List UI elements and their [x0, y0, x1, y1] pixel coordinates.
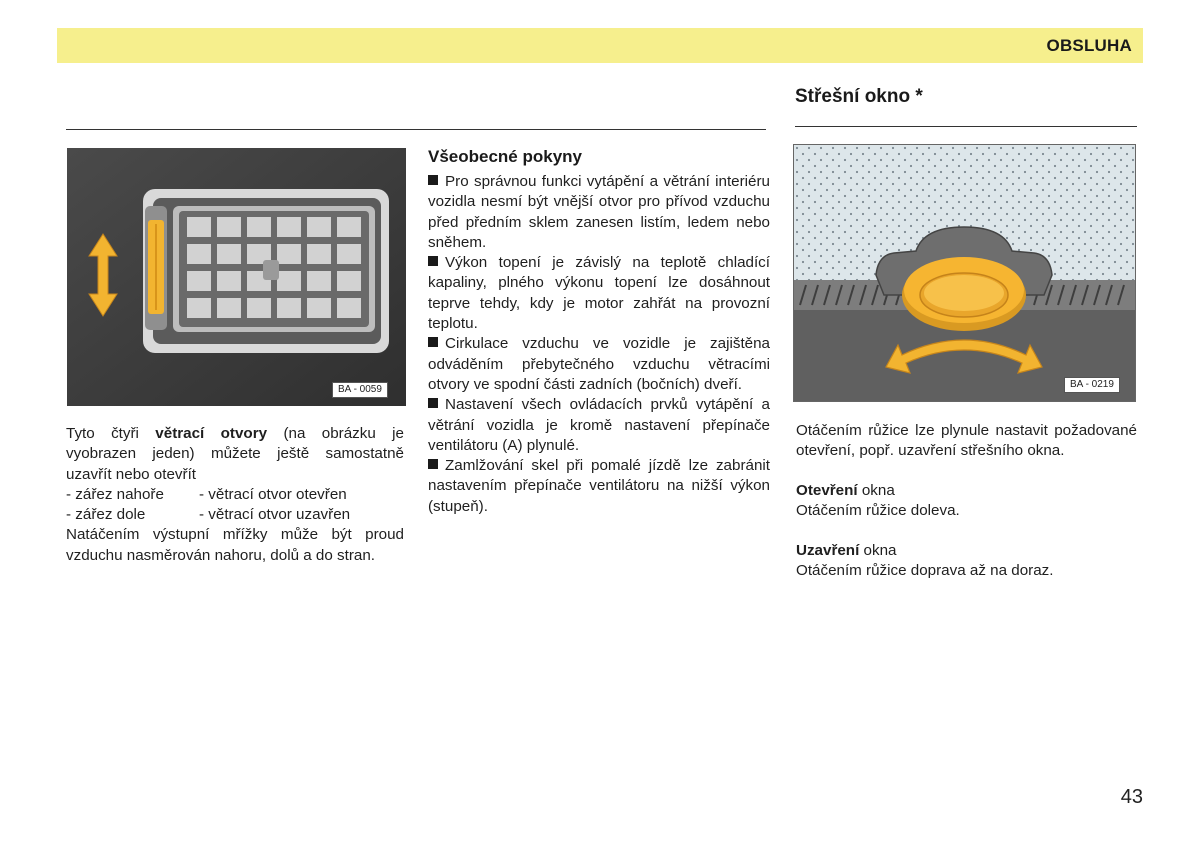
list-item	[66, 505, 404, 525]
figure-label-left: BA - 0059	[332, 382, 388, 398]
bullet-text: Nastavení všech ovládacích prvků vytápění a větrání vozidla je kromě nastavení přepínače ventilátoru (A) plynulé.	[428, 396, 770, 454]
sunroof-knob-figure	[793, 144, 1136, 402]
list-key: - zářez nahoře	[66, 485, 164, 503]
air-vent-figure	[67, 148, 406, 406]
square-bullet-icon	[428, 256, 438, 266]
air-vent-illustration	[67, 148, 406, 406]
open-text: Otáčením růžice doleva.	[796, 501, 960, 519]
general-notes-heading: Všeobecné pokyny	[428, 147, 583, 166]
right-column-text	[796, 421, 1137, 582]
sunroof-intro: Otáčením růžice lze plynule nastavit požadované otevření, popř. uzavření střešního okna.	[796, 422, 1137, 460]
list-item	[66, 485, 404, 505]
bullet-text: Výkon topení je závislý na teplotě chladící kapaliny, plného výkonu topení lze dosáhnout teprve tehdy, kdy je motor zahřát na provozní teplotu.	[428, 254, 770, 333]
right-divider-rule	[795, 126, 1137, 127]
list-key: - zářez dole	[66, 506, 146, 524]
close-bold-label: Uzavření	[796, 542, 860, 560]
outro-text: Natáčením výstupní mřížky může být proud vzduchu nasměrován nahoru, dolů a do stran.	[66, 526, 404, 564]
close-text: Otáčením růžice doprava až na doraz.	[796, 562, 1054, 580]
middle-column-text	[428, 172, 770, 517]
bullet-text: Zamlžování skel při pomalé jízdě lze zabránit nastavením přepínače ventilátoru na nižší výkon (stupeň).	[428, 457, 770, 515]
intro-text-b: (na obrázku je vyobrazen jeden) můžete ještě samostatně uzavřít nebo otevřít	[66, 425, 404, 483]
sunroof-heading: Střešní okno *	[795, 86, 923, 107]
square-bullet-icon	[428, 459, 438, 469]
close-rest-label: okna	[859, 542, 897, 560]
list-value: - větrací otvor uzavřen	[199, 506, 351, 524]
left-column-text	[66, 424, 404, 566]
intro-bold-term: větrací otvory	[155, 425, 268, 442]
bullet-item	[428, 456, 770, 517]
bullet-item	[428, 395, 770, 456]
section-title: OBSLUHA	[1046, 36, 1132, 55]
close-subheading	[796, 541, 1137, 561]
bullet-text: Cirkulace vzduchu ve vozidle je zajištěna odváděním přebytečného vzduchu větracími otvory ve spodní části zadních (bočních) dveří.	[428, 335, 770, 393]
figure-label-right: BA - 0219	[1064, 377, 1120, 393]
list-value: - větrací otvor otevřen	[199, 485, 347, 503]
page-number: 43	[1120, 786, 1143, 808]
square-bullet-icon	[428, 337, 438, 347]
sunroof-knob-illustration	[794, 145, 1135, 401]
open-subheading	[796, 481, 1137, 501]
square-bullet-icon	[428, 175, 438, 185]
bullet-text: Pro správnou funkci vytápění a větrání interiéru vozidla nesmí být vnější otvor pro přívod vzduchu před předním sklem zanesen listím, ledem nebo sněhem.	[428, 173, 770, 251]
intro-text-a: Tyto čtyři	[66, 425, 156, 442]
section-header-band	[57, 28, 1143, 63]
bullet-item	[428, 172, 770, 253]
bullet-item	[428, 334, 770, 395]
square-bullet-icon	[428, 398, 438, 408]
open-bold-label: Otevření	[796, 481, 858, 499]
open-rest-label: okna	[857, 481, 895, 499]
left-divider-rule	[66, 129, 766, 130]
bullet-item	[428, 253, 770, 334]
